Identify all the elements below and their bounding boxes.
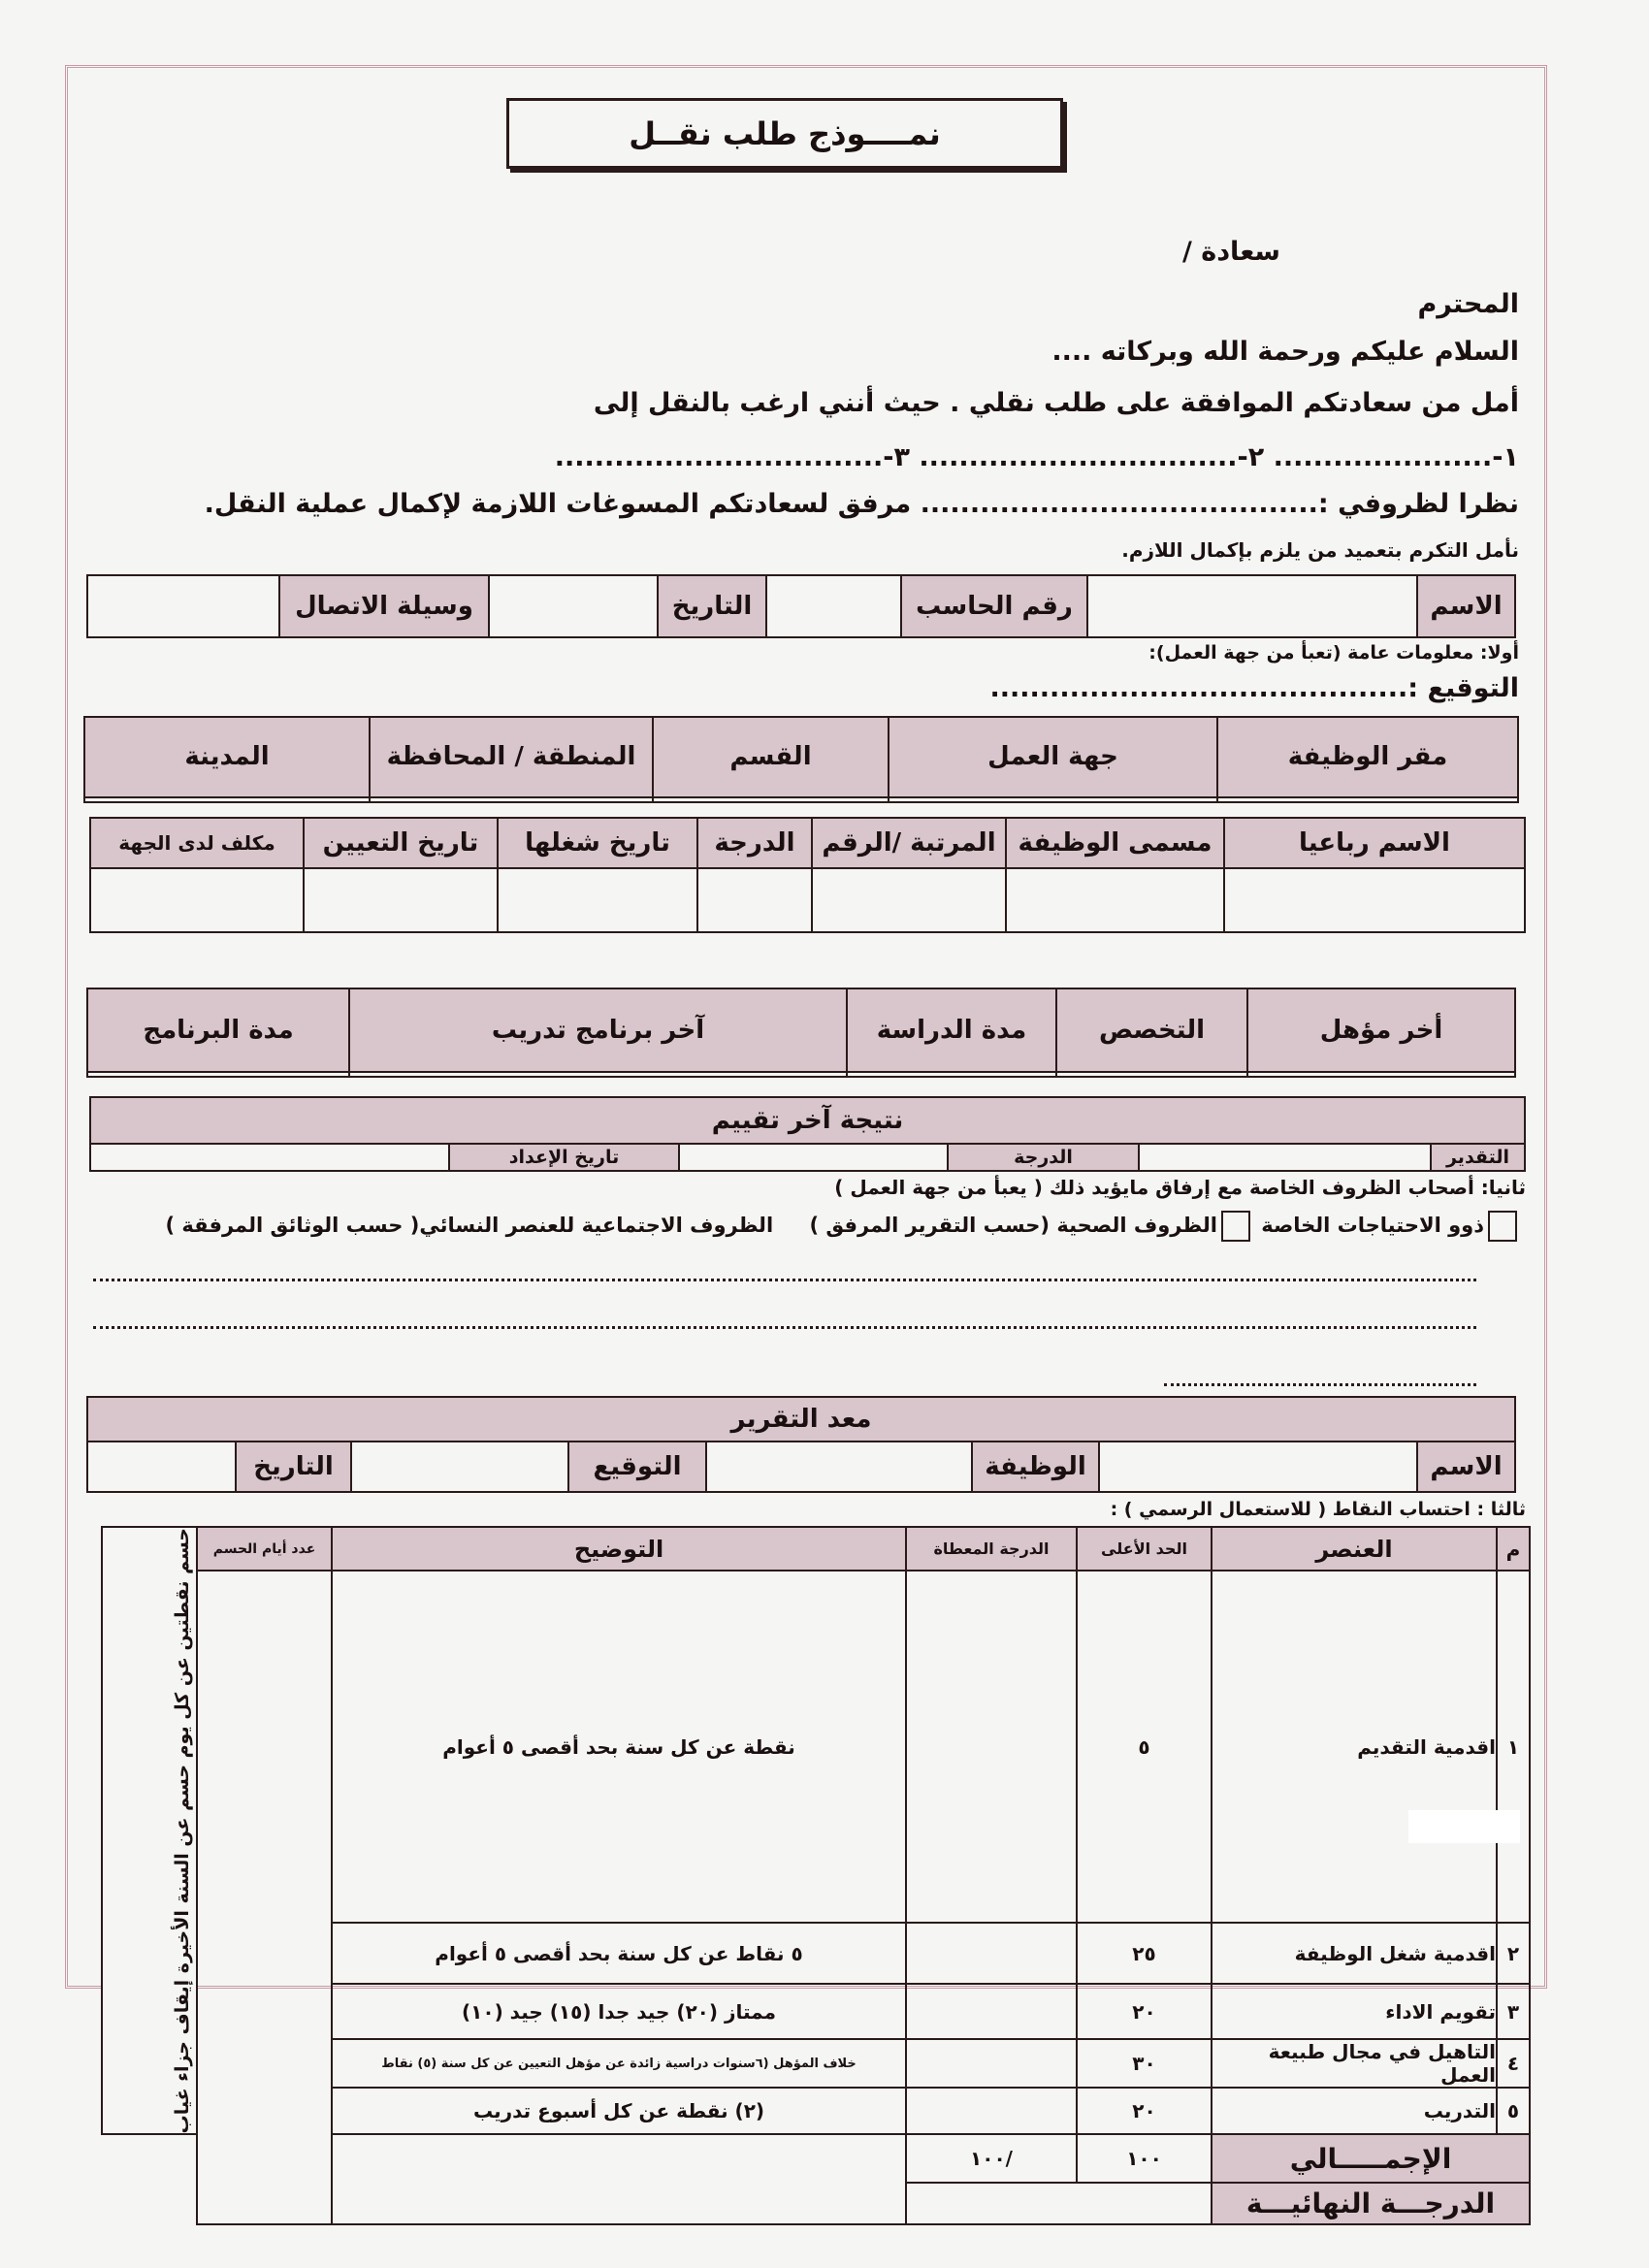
employee-table	[89, 817, 1526, 933]
side-note: حسم نقطتين عن كل يوم حسم عن السنة الأخيرة إيقاف جزاء غياب	[172, 1528, 194, 2134]
checkbox-special-needs[interactable]	[1488, 1211, 1517, 1242]
addressee: سعادة /	[1182, 237, 1280, 267]
col-last-training: آخر برنامج تدريب	[349, 988, 847, 1072]
preparer-signature-label: التوقيع	[568, 1442, 706, 1492]
destination-options[interactable]: ١-...................... ٢-................................ ٣-.................................	[554, 442, 1519, 472]
row-item: تقويم الاداء	[1212, 1984, 1497, 2039]
col-full-name: الاسم رباعيا	[1224, 818, 1525, 868]
blank	[102, 2134, 197, 2224]
preparer-title: معد التقرير	[87, 1397, 1515, 1442]
col-job-title: مسمى الوظيفة	[1006, 818, 1224, 868]
section2-heading: ثانيا: أصحاب الظروف الخاصة مع إرفاق مايؤيد ذلك ( يعبأ من جهة العمل )	[834, 1176, 1526, 1199]
row-given-field[interactable]	[906, 2039, 1077, 2088]
col-given: الدرجة المعطاة	[906, 1527, 1077, 1571]
name-field[interactable]	[1087, 575, 1417, 637]
points-table	[101, 1526, 1531, 2225]
side-note-cell	[102, 1527, 197, 2134]
row-given-field[interactable]	[906, 1923, 1077, 1984]
col-program-duration: مدة البرنامج	[87, 988, 349, 1072]
col-specialization: التخصص	[1056, 988, 1247, 1072]
field[interactable]	[1006, 868, 1224, 932]
preparer-date-label: التاريخ	[236, 1442, 351, 1492]
row-desc: (٢) نقطة عن كل أسبوع تدريب	[332, 2088, 906, 2134]
field[interactable]	[84, 797, 370, 802]
health-label: الظروف الصحية (حسب التقرير المرفق )	[809, 1214, 1217, 1237]
preparer-date-field[interactable]	[87, 1442, 236, 1492]
rating-field[interactable]	[1139, 1144, 1431, 1171]
preparer-signature-field[interactable]	[351, 1442, 568, 1492]
notes-line-2[interactable]	[93, 1326, 1476, 1329]
field[interactable]	[1056, 1072, 1247, 1077]
field[interactable]	[812, 868, 1006, 932]
field[interactable]	[87, 1072, 349, 1077]
preparer-table	[86, 1396, 1516, 1493]
contact-field[interactable]	[87, 575, 279, 637]
row-item: التاهيل في مجال طبيعة العمل	[1212, 2039, 1497, 2088]
qualification-table	[86, 988, 1516, 1078]
row-given-field[interactable]	[906, 1984, 1077, 2039]
evaluation-table	[89, 1096, 1526, 1172]
col-grade: الدرجة	[697, 818, 812, 868]
preparer-job-label: الوظيفة	[972, 1442, 1099, 1492]
final-grade-label: الدرجـــة النهائيـــة	[1212, 2183, 1530, 2224]
row-number: ٢	[1497, 1923, 1530, 1984]
row-desc: ٥ نقاط عن كل سنة بحد أقصى ٥ أعوام	[332, 1923, 906, 1984]
col-department: القسم	[653, 717, 889, 797]
section1-heading: أولا: معلومات عامة (تعبأ من جهة العمل):	[1148, 642, 1519, 664]
row-number: ١	[1497, 1571, 1530, 1923]
col-max: الحد الأعلى	[1077, 1527, 1212, 1571]
total-max: ١٠٠	[1077, 2134, 1212, 2183]
row-max: ٢٠	[1077, 1984, 1212, 2039]
col-number: م	[1497, 1527, 1530, 1571]
prep-date-field[interactable]	[90, 1144, 449, 1171]
preparer-name-label: الاسم	[1417, 1442, 1515, 1492]
field[interactable]	[1247, 1072, 1515, 1077]
computer-no-label: رقم الحاسب	[901, 575, 1087, 637]
social-label: الظروف الاجتماعية للعنصر النسائي( حسب الوثائق المرفقة )	[165, 1214, 774, 1237]
white-patch	[1408, 1810, 1520, 1843]
col-job-location: مقر الوظيفة	[1217, 717, 1518, 797]
field[interactable]	[304, 868, 498, 932]
col-element: العنصر	[1212, 1527, 1497, 1571]
row-item: التدريب	[1212, 2088, 1497, 2134]
honorific: المحترم	[1417, 289, 1519, 319]
row-number: ٤	[1497, 2039, 1530, 2088]
col-study-duration: مدة الدراسة	[847, 988, 1056, 1072]
name-label: الاسم	[1417, 575, 1515, 637]
row-number: ٣	[1497, 1984, 1530, 2039]
date-label: التاريخ	[658, 575, 766, 637]
contact-label: وسيلة الاتصال	[279, 575, 489, 637]
request-text: أمل من سعادتكم الموافقة على طلب نقلي . حيث أنني ارغب بالنقل إلى	[593, 388, 1519, 418]
field[interactable]	[1224, 868, 1525, 932]
field[interactable]	[498, 868, 697, 932]
field[interactable]	[847, 1072, 1056, 1077]
row-item: اقدمية شغل الوظيفة	[1212, 1923, 1497, 1984]
closing-text: نأمل التكرم بتعميد من يلزم بإكمال اللازم.	[1121, 538, 1519, 562]
field[interactable]	[370, 797, 653, 802]
col-assigned: مكلف لدى الجهة	[90, 818, 304, 868]
greeting: السلام عليكم ورحمة الله وبركاته ....	[1051, 337, 1519, 367]
col-last-qualification: أخر مؤهل	[1247, 988, 1515, 1072]
row-item: اقدمية التقديم	[1212, 1571, 1497, 1923]
computer-no-field[interactable]	[766, 575, 901, 637]
section3-heading: ثالثا : احتساب النقاط ( للاستعمال الرسمي ) :	[1110, 1499, 1526, 1520]
form-title: نمــــوذج طلب نقــل	[506, 98, 1063, 169]
special-needs-label: ذوو الاحتياجات الخاصة	[1261, 1214, 1484, 1237]
date-field[interactable]	[489, 575, 658, 637]
col-deduction-days: عدد أيام الحسم	[197, 1527, 332, 1571]
row-max: ٥	[1077, 1571, 1212, 1923]
preparer-name-field[interactable]	[1099, 1442, 1417, 1492]
prep-date-label: تاريخ الإعداد	[449, 1144, 679, 1171]
grade-field[interactable]	[679, 1144, 948, 1171]
evaluation-title: نتيجة آخر تقييم	[90, 1097, 1525, 1144]
points-row	[102, 1571, 1530, 1923]
col-description: التوضيح	[332, 1527, 906, 1571]
field[interactable]	[889, 797, 1217, 802]
field[interactable]	[697, 868, 812, 932]
signature-line[interactable]: التوقيع :..........................................	[989, 673, 1519, 703]
row-given-field[interactable]	[906, 1571, 1077, 1923]
deduction-days-field[interactable]	[197, 1571, 332, 2224]
col-city: المدينة	[84, 717, 370, 797]
col-rank: المرتبة /الرقم	[812, 818, 1006, 868]
row-given-field[interactable]	[906, 2088, 1077, 2134]
field[interactable]	[653, 797, 889, 802]
total-label: الإجمـــــالي	[1212, 2134, 1530, 2183]
total-notes	[332, 2134, 906, 2224]
row-desc: خلاف المؤهل (٦سنوات دراسية زائدة عن مؤهل التعيين عن كل سنة (٥) نقاط	[332, 2039, 906, 2088]
col-occupied-date: تاريخ شغلها	[498, 818, 697, 868]
field[interactable]	[349, 1072, 847, 1077]
col-appointment-date: تاريخ التعيين	[304, 818, 498, 868]
total-given[interactable]: /١٠٠	[906, 2134, 1077, 2183]
applicant-table	[86, 574, 1516, 638]
checkbox-health[interactable]	[1221, 1211, 1250, 1242]
field[interactable]	[1217, 797, 1518, 802]
notes-line-3[interactable]	[1164, 1383, 1476, 1386]
reasons-text[interactable]: نظرا لظروفي :........................................ مرفق لسعادتكم المسوغات اللازمة لإكمال عملية النقل.	[204, 489, 1519, 519]
work-table	[83, 716, 1519, 803]
final-grade-field[interactable]	[906, 2183, 1212, 2224]
grade-label: الدرجة	[948, 1144, 1139, 1171]
special-cases	[165, 1211, 1521, 1242]
row-desc: ممتاز (٢٠) جيد جدا (١٥) جيد (١٠)	[332, 1984, 906, 2039]
row-desc: نقطة عن كل سنة بحد أقصى ٥ أعوام	[332, 1571, 906, 1923]
notes-line-1[interactable]	[93, 1279, 1476, 1281]
preparer-job-field[interactable]	[706, 1442, 972, 1492]
row-max: ٣٠	[1077, 2039, 1212, 2088]
row-max: ٢٠	[1077, 2088, 1212, 2134]
field[interactable]	[90, 868, 304, 932]
row-number: ٥	[1497, 2088, 1530, 2134]
col-region: المنطقة / المحافظة	[370, 717, 653, 797]
col-employer: جهة العمل	[889, 717, 1217, 797]
rating-label: التقدير	[1431, 1144, 1525, 1171]
row-max: ٢٥	[1077, 1923, 1212, 1984]
